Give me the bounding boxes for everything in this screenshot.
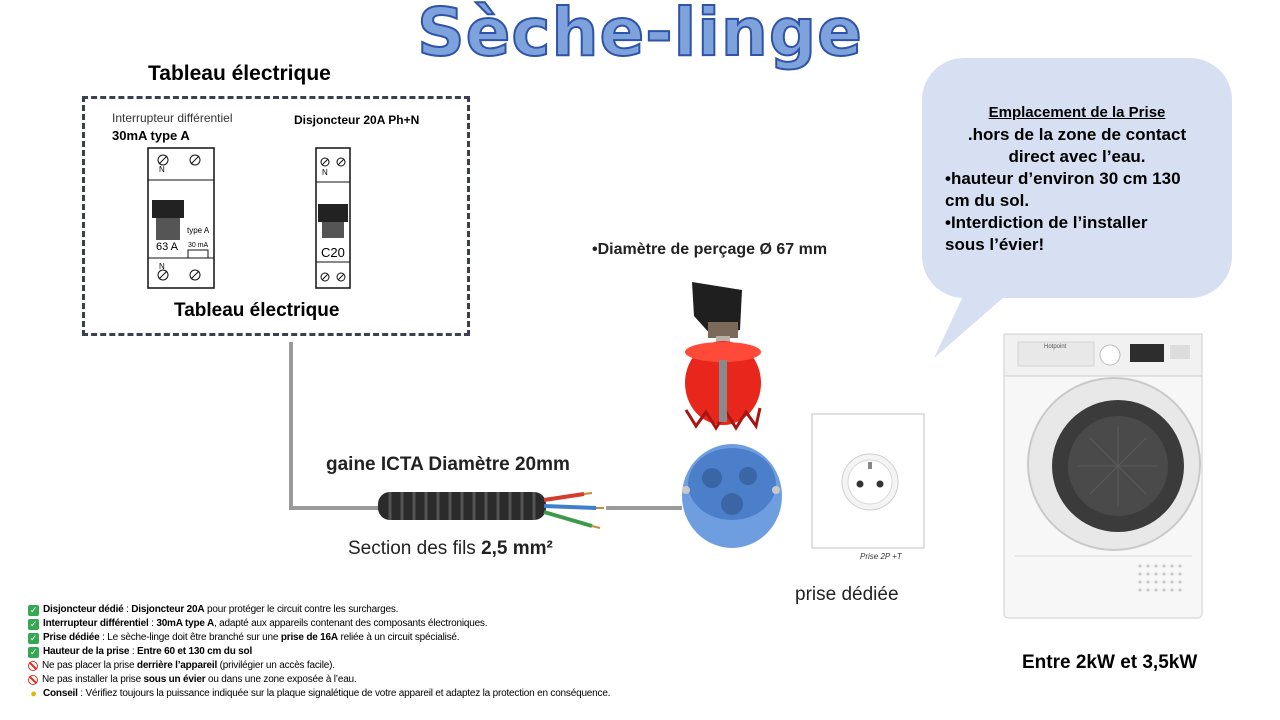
panel-heading: Tableau électrique	[148, 62, 331, 85]
hole-saw-icon	[685, 282, 761, 428]
check-icon: ✓	[29, 646, 38, 657]
bubble-tail	[934, 290, 1012, 358]
note-item: ✓ Hauteur de la prise : Entre 60 et 130 cm du sol	[29, 646, 253, 657]
socket-plate-icon	[812, 414, 924, 548]
conduit-label: gaine ICTA Diamètre 20mm	[326, 454, 570, 475]
check-icon: ✓	[29, 618, 38, 629]
note-item: ● Conseil : Vérifiez toujours la puissance indiquée sur la plaque signalétique de votre appareil et adaptez la protection en conséquence.	[28, 687, 788, 701]
note-item: Ne pas placer la prise derrière l’appareil (privilégier un accès facile).	[28, 659, 788, 673]
differential-switch-icon	[148, 148, 214, 288]
note-item: Ne pas installer la prise sous un évier ou dans une zone exposée à l’eau.	[28, 673, 788, 687]
drill-diameter-label: •Diamètre de perçage Ø 67 mm	[592, 241, 828, 258]
panel-footer-label: Tableau électrique	[174, 300, 340, 321]
bubble-line1: .hors de la zone de contact	[967, 125, 1187, 144]
differential-label-line2: 30mA type A	[112, 128, 190, 143]
differential-rating: 63 A	[156, 241, 179, 253]
lightbulb-icon: ●	[30, 688, 37, 700]
note-item: ✓ Disjoncteur dédié : Disjoncteur 20A pour protéger le circuit contre les surcharges.	[29, 604, 399, 615]
page-title: Sèche-linge	[417, 0, 863, 71]
socket-plate-text: Prise 2P +T	[860, 552, 902, 561]
check-icon: ✓	[29, 604, 38, 615]
differential-neutral-bottom: N	[159, 262, 165, 271]
prohibited-icon	[28, 661, 38, 671]
notes-list	[28, 603, 788, 701]
socket-label: prise dédiée	[795, 584, 899, 605]
dryer-icon	[1004, 334, 1202, 618]
wire-section-label	[348, 538, 553, 560]
check-icon: ✓	[29, 632, 38, 643]
bubble-line4: cm du sol.	[945, 191, 1030, 210]
flush-box-icon	[682, 444, 782, 548]
differential-label-line1: Interrupteur différentiel	[112, 111, 233, 125]
differential-sensitivity: 30 mA	[188, 242, 209, 249]
note-item: ✓ Prise dédiée : Le sèche-linge doit être branché sur une prise de 16A reliée à un circuit spécialisé.	[29, 632, 460, 643]
breaker-label: Disjoncteur 20A Ph+N	[294, 113, 420, 127]
wire-section-prefix: Section des fils	[348, 538, 482, 559]
dryer-brand: Hotpoint	[1044, 344, 1067, 350]
bubble-line3: •hauteur d’environ 30 cm 130	[945, 169, 1181, 188]
breaker-rating: C20	[321, 245, 345, 260]
conduit-icon	[378, 492, 604, 528]
bubble-line5: •Interdiction de l’installer	[945, 213, 1148, 232]
breaker-neutral: N	[322, 168, 328, 177]
bubble-heading: Emplacement de la Prise	[988, 104, 1166, 121]
prohibited-icon	[28, 675, 38, 685]
note-item: ✓ Interrupteur différentiel : 30mA type A, adapté aux appareils contenant des composants électroniques.	[29, 618, 488, 629]
wire-section-value: 2,5 mm²	[481, 538, 553, 559]
differential-neutral-top: N	[159, 165, 165, 174]
bubble-line2: direct avec l’eau.	[1008, 147, 1146, 166]
power-label: Entre 2kW et 3,5kW	[1022, 652, 1198, 673]
differential-type: type A	[187, 226, 210, 235]
bubble-line6: sous l’évier!	[945, 235, 1045, 254]
